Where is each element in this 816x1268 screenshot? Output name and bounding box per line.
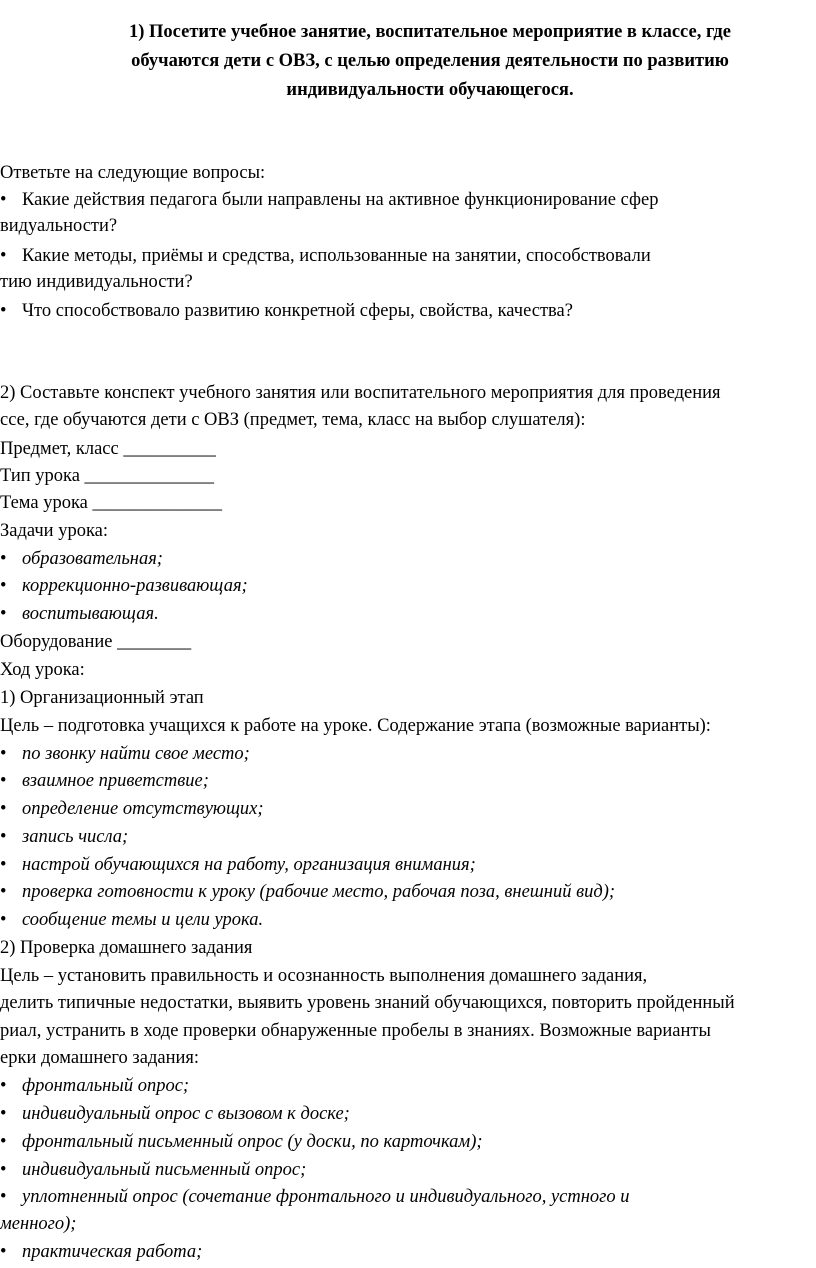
stage2-heading: 2) Проверка домашнего задания	[0, 938, 253, 958]
stage1-item: • сообщение темы и цели урока.	[0, 907, 263, 933]
bullet-icon: •	[0, 301, 7, 321]
question-item	[0, 243, 651, 269]
bullet-icon: •	[0, 910, 7, 930]
bullet-icon: •	[0, 1132, 7, 1152]
section2-intro-continuation: ссе, где обучаются дети с ОВЗ (предмет, тема, класс на выбор слушателя):	[0, 410, 586, 430]
bullet-icon: •	[0, 1187, 7, 1207]
stage2-goal-line: ерки домашнего задания:	[0, 1048, 200, 1068]
stage2-goal-line: Цель – установить правильность и осознанность выполнения домашнего задания,	[0, 966, 648, 986]
question-continuation: видуальности?	[0, 216, 118, 236]
bullet-icon: •	[0, 549, 7, 569]
section1-intro: Ответьте на следующие вопросы:	[0, 163, 266, 183]
bullet-icon: •	[0, 190, 7, 210]
question-continuation: тию индивидуальности?	[0, 272, 193, 292]
stage2-item: • практическая работа;	[0, 1239, 202, 1265]
task-item: • образовательная;	[0, 546, 163, 572]
bullet-icon: •	[0, 576, 7, 596]
stage2-item: • уплотненный опрос (сочетание фронтального и индивидуального, устного и	[0, 1184, 630, 1210]
question-text: Что способствовало развитию конкретной сферы, свойства, качества?	[22, 301, 573, 321]
bullet-icon: •	[0, 1242, 7, 1262]
task-item: • воспитывающая.	[0, 601, 159, 627]
question-item	[0, 187, 659, 213]
bullet-icon: •	[0, 771, 7, 791]
stage2-goal-line: риал, устранить в ходе проверки обнаруженные пробелы в знаниях. Возможные варианты	[0, 1021, 711, 1041]
section2-intro: 2) Составьте конспект учебного занятия или воспитательного мероприятия для проведения	[0, 383, 721, 403]
question-text: Какие действия педагога были направлены на активное функционирование сфер	[22, 190, 659, 210]
bullet-icon: •	[0, 799, 7, 819]
question-text: Какие методы, приёмы и средства, использованные на занятии, способствовали	[22, 246, 651, 266]
title-line: 1) Посетите учебное занятие, воспитательное мероприятие в классе, где	[129, 22, 731, 42]
subject-field: Предмет, класс __________	[0, 439, 216, 459]
stage1-item: • проверка готовности к уроку (рабочие место, рабочая поза, внешний вид);	[0, 879, 615, 905]
tasks-heading: Задачи урока:	[0, 521, 109, 541]
stage2-item: • фронтальный письменный опрос (у доски, по карточкам);	[0, 1129, 483, 1155]
stage1-heading: 1) Организационный этап	[0, 688, 204, 708]
equipment-field: Оборудование ________	[0, 632, 192, 652]
stage1-goal: Цель – подготовка учащихся к работе на уроке. Содержание этапа (возможные варианты):	[0, 716, 711, 736]
bullet-icon: •	[0, 246, 7, 266]
lesson-theme-field: Тема урока ______________	[0, 493, 223, 513]
stage2-item: • индивидуальный письменный опрос;	[0, 1157, 306, 1183]
bullet-icon: •	[0, 827, 7, 847]
bullet-icon: •	[0, 882, 7, 902]
bullet-icon: •	[0, 1076, 7, 1096]
bullet-icon: •	[0, 604, 7, 624]
stage1-item: • по звонку найти свое место;	[0, 741, 250, 767]
title-line: индивидуальности обучающегося.	[286, 80, 574, 100]
bullet-icon: •	[0, 1160, 7, 1180]
lesson-type-field: Тип урока ______________	[0, 466, 215, 486]
question-item	[0, 298, 573, 324]
bullet-icon: •	[0, 744, 7, 764]
task-item: • коррекционно-развивающая;	[0, 573, 248, 599]
page-title	[60, 18, 800, 105]
stage2-item-continuation: менного);	[0, 1214, 77, 1234]
bullet-icon: •	[0, 855, 7, 875]
bullet-icon: •	[0, 1104, 7, 1124]
stage2-item: • фронтальный опрос;	[0, 1073, 189, 1099]
stage2-goal-line: делить типичные недостатки, выявить уровень знаний обучающихся, повторить пройденный	[0, 993, 735, 1013]
stage1-item: • настрой обучающихся на работу, организация внимания;	[0, 852, 476, 878]
title-line: обучаются дети с ОВЗ, с целью определения деятельности по развитию	[131, 51, 729, 71]
stage1-item: • определение отсутствующих;	[0, 796, 264, 822]
stage1-item: • запись числа;	[0, 824, 128, 850]
lesson-course-heading: Ход урока:	[0, 660, 85, 680]
stage1-item: • взаимное приветствие;	[0, 768, 209, 794]
stage2-item: • индивидуальный опрос с вызовом к доске;	[0, 1101, 350, 1127]
